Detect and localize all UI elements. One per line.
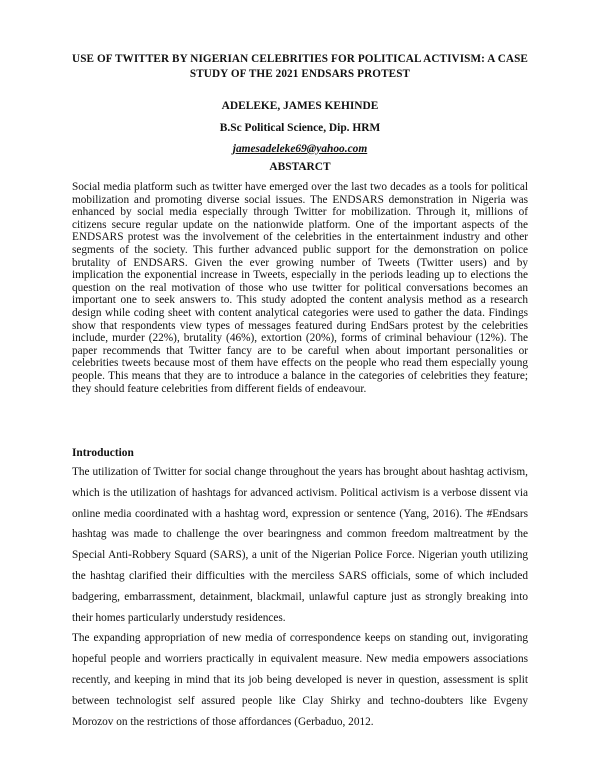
introduction-paragraph-2: The expanding appropriation of new media of correspondence keeps on standing out, invigorating hopeful people and worriers practically in equivalent measure. New media empowers associations recently, and keeping in mind that its job being developed is never in question, assessment is split between technologist self assured people like Clay Shirky and techno-doubters like Evgeny Morozov on the restrictions of those affordances (Gerbaduo, 2012. [72, 632, 528, 728]
introduction-body [72, 462, 528, 732]
introduction-heading: Introduction [72, 447, 134, 459]
author-degree: B.Sc Political Science, Dip. HRM [219, 122, 381, 134]
abstract-text: Social media platform such as twitter have emerged over the last two decades as a tools for political mobilization and promoting diverse social issues. The ENDSARS demonstration in Nigeria was enhanced by social media especially through Twitter for mobilization. Through it, millions of citizens secure regular update on the nationwide platform. One of the important aspects of the ENDSARS protest was the involvement of the celebrities in the entertainment industry and other segments of the society. This further advanced public support for the demonstration on police brutality of ENDSARS. Given the ever growing number of Tweets (Twitter users) and by implication the exponential increase in Tweets, especially in the periods leading up to elections the question on the real motivation of those who use twitter for political conversations becomes an important one to seek answers to. This study adopted the content analysis method as a research design while coding sheet with content analytical categories were used to gather the data. Findings show that respondents view types of messages featured during EndSars protest by the celebrities include, murder (22%), brutality (46%), extortion (20%), forms of criminal behaviour (12%). The paper recommends that Twitter fancy are to be careful when about important personalities or celebrities tweets because most of them have effects on the people who read them especially young people. This means that they are to introduce a balance in the categories of celebrities they feature; they should feature celebrities from different fields of endeavour. [72, 181, 528, 395]
author-name: ADELEKE, JAMES KEHINDE [221, 100, 379, 112]
abstract-heading: ABSTARCT [269, 161, 331, 173]
author-email-link[interactable]: jamesadeleke69@yahoo.com [232, 143, 368, 155]
paper-title: USE OF TWITTER BY NIGERIAN CELEBRITIES FOR POLITICAL ACTIVISM: A CASE STUDY OF THE 2021 ENDSARS PROTEST [72, 53, 528, 80]
introduction-paragraph-1: The utilization of Twitter for social change throughout the years has brought about hashtag activism, which is the utilization of hashtags for advanced activism. Political activism is a verbose dissent via online media coordinated with a hashtag word, expression or sentence (Yang, 2016). The #Endsars hashtag was made to challenge the over bearingness and common freedom maltreatment by the Special Anti-Robbery Squard (SARS), a unit of the Nigerian Police Force. Nigerian youth utilizing the hashtag clarified their difficulties with the merciless SARS officials, some of which included badgering, embarrassment, detainment, blackmail, unlawful capture just as strongly breaking into their homes particularly understudy residences. [72, 466, 528, 624]
